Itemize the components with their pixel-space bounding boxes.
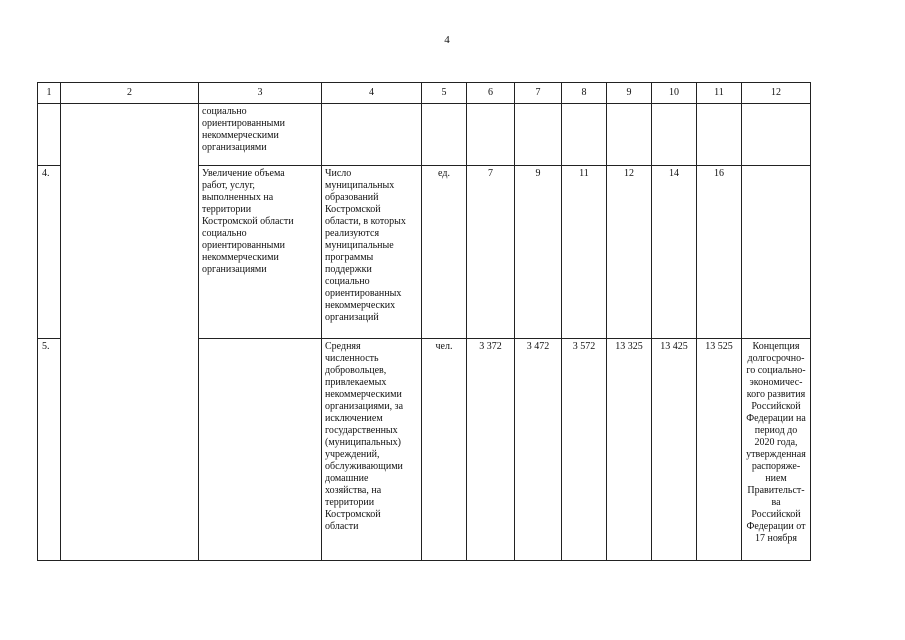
task-cell: Увеличение объема работ, услуг, выполненных на территории Костромской области социально ориентированными некоммерческими организациями [199, 166, 322, 339]
cont-cell-10 [652, 104, 697, 166]
unit-cell: чел. [422, 339, 467, 561]
value-cell: 3 472 [515, 339, 562, 561]
indicators-table [37, 82, 811, 561]
header-cell-1: 1 [38, 83, 61, 104]
cont-cell-12 [742, 104, 811, 166]
indicator-cell: Средняя численность добровольцев, привлекаемых некоммерческими организациями, за исключением государственных (муниципальных) учреждений, обслуживающими домашние хозяйства, на территории Костромской области [322, 339, 422, 561]
header-cell-5: 5 [422, 83, 467, 104]
header-cell-11: 11 [697, 83, 742, 104]
cont-cell-6 [467, 104, 515, 166]
header-row [38, 83, 811, 104]
cont-cell-4 [322, 104, 422, 166]
row-number: 5. [38, 339, 61, 561]
header-cell-10: 10 [652, 83, 697, 104]
page-number: 4 [444, 34, 450, 46]
header-cell-12: 12 [742, 83, 811, 104]
header-cell-9: 9 [607, 83, 652, 104]
source-cell [742, 166, 811, 339]
cont-cell-1 [38, 104, 61, 166]
cont-cell-11 [697, 104, 742, 166]
cont-task-cell: социально ориентированными некоммерческими организациями [199, 104, 322, 166]
row-number: 4. [38, 166, 61, 339]
value-cell: 16 [697, 166, 742, 339]
header-cell-4: 4 [322, 83, 422, 104]
cont-cell-7 [515, 104, 562, 166]
header-cell-8: 8 [562, 83, 607, 104]
header-cell-3: 3 [199, 83, 322, 104]
value-cell: 14 [652, 166, 697, 339]
value-cell: 9 [515, 166, 562, 339]
cont-cell-9 [607, 104, 652, 166]
value-cell: 13 425 [652, 339, 697, 561]
value-cell: 13 525 [697, 339, 742, 561]
value-cell: 3 372 [467, 339, 515, 561]
unit-cell: ед. [422, 166, 467, 339]
header-cell-6: 6 [467, 83, 515, 104]
continuation-row [38, 104, 811, 166]
cont-cell-5 [422, 104, 467, 166]
indicator-cell: Число муниципальных образований Костромской области, в которых реализуются муниципальные программы поддержки социально ориентированных некоммерческих организаций [322, 166, 422, 339]
cont-cell-8 [562, 104, 607, 166]
header-cell-2: 2 [61, 83, 199, 104]
value-cell: 12 [607, 166, 652, 339]
goal-cell [61, 104, 199, 561]
header-cell-7: 7 [515, 83, 562, 104]
value-cell: 13 325 [607, 339, 652, 561]
source-cell: Концепция долгосрочно- го социально- экономичес- кого развития Российской Федерации на период до 2020 года, утвержденная распоряже- нием Правительст- ва Российской Федерации от 17 ноября [742, 339, 811, 561]
value-cell: 3 572 [562, 339, 607, 561]
value-cell: 7 [467, 166, 515, 339]
task-cell-merged [199, 339, 322, 561]
value-cell: 11 [562, 166, 607, 339]
